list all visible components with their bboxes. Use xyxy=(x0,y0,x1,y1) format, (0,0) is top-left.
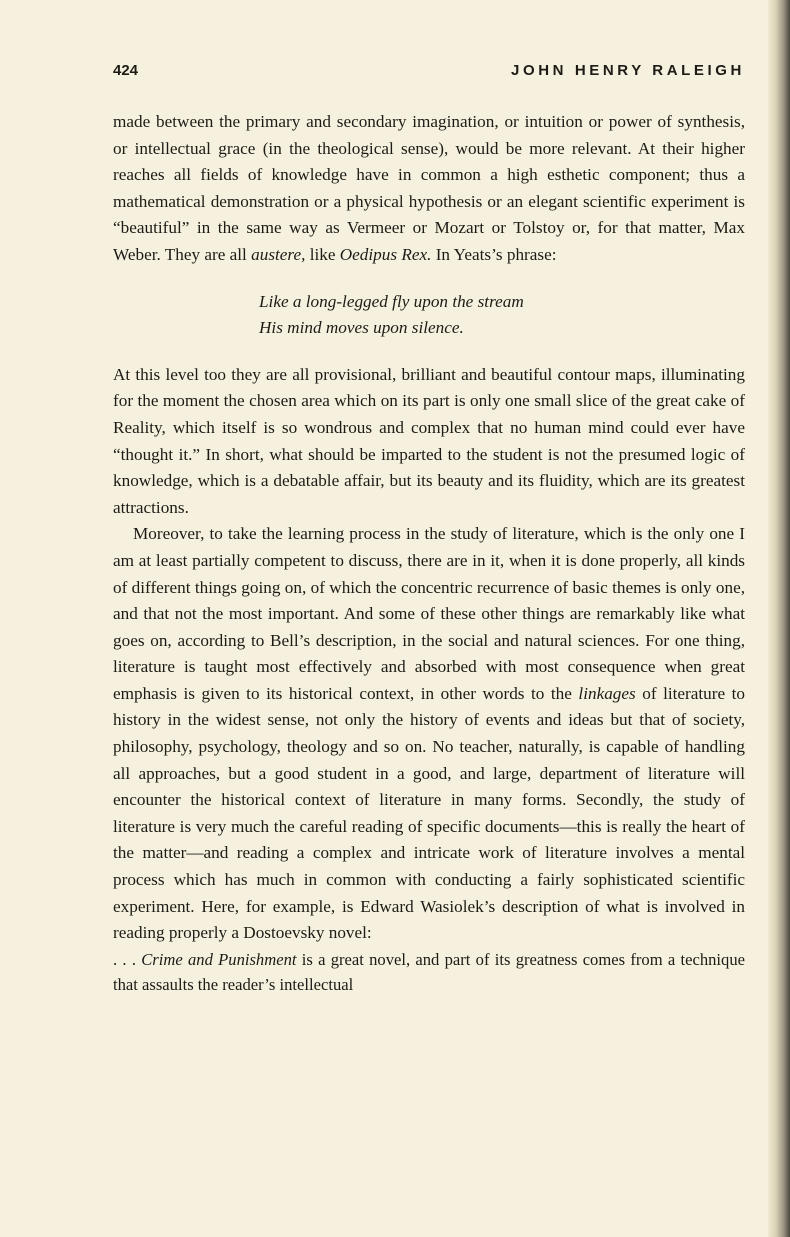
paragraph-1-text-3: In Yeats’s phrase: xyxy=(431,244,557,264)
quote-text: is a great novel, and part of its greatness comes from a technique that assaults the reader’s intellectual xyxy=(113,949,745,994)
paragraph-2: At this level too they are all provisional, brilliant and beautiful contour maps, illuminating for the moment the chosen area which on its part is only one small slice of the great cake of Reality, which itself is so wondrous and complex that no human mind could ever have “thought it.” In short, what should be imparted to the student is not the presumed logic of knowledge, which is a debatable affair, but its beauty and its fluidity, which are its greatest attractions. xyxy=(113,364,745,517)
verse-line-1: Like a long-legged fly upon the stream xyxy=(259,291,524,311)
title-crime-and-punishment: Crime and Punishment xyxy=(141,949,297,969)
paragraph-1-text-2: like xyxy=(305,244,340,264)
verse-line-2: His mind moves upon silence. xyxy=(259,318,464,338)
block-quote xyxy=(113,947,745,997)
page-header xyxy=(113,62,745,88)
verse-quote xyxy=(259,289,745,342)
emphasis-austere: austere, xyxy=(251,244,306,264)
paragraph-1-text: made between the primary and secondary imagination, or intuition or power of synthesis, or intellectual grace (in the theological sense), would be more relevant. At their higher reaches all fields of knowledge have in common a high esthetic component; thus a mathematical demonstration or a physical hypothesis or an elegant scientific experiment is “beautiful” in the same way as Vermeer or Mozart or Tolstoy or, for that matter, Max Weber. They are all xyxy=(113,112,745,264)
title-oedipus-rex: Oedipus Rex. xyxy=(339,244,432,264)
page-number: 424 xyxy=(113,62,139,79)
paragraph-3-text: Moreover, to take the learning process in the study of literature, which is the only one I am at least partially competent to discuss, there are in it, when it is done properly, all kinds of different things going on, of which the concentric recurrence of basic themes is only one, and that not the most important. And some of these other things are remarkably like what goes on, according to Bell’s description, in the social and natural sciences. For one thing, literature is taught most effectively and absorbed with most consequence when great emphasis is given to its historical context, in other words to the xyxy=(113,524,745,703)
paragraph-3-text-2: of literature to history in the widest sense, not only the history of events and ideas but that of society, philosophy, psychology, theology and so on. No teacher, naturally, is capable of handling all approaches, but a good student in a good, and large, department of literature will encounter the historical context of literature in many forms. Secondly, the study of literature is very much the careful reading of specific documents—this is really the heart of the matter—and reading a complex and intricate work of literature involves a mental process which has much in common with conducting a fairly sophisticated scientific experiment. Here, for example, is Edward Wasiolek’s description of what is involved in reading properly a Dostoevsky novel: xyxy=(113,683,745,943)
quote-ellipsis: . . . xyxy=(113,949,142,969)
paragraph-3 xyxy=(113,521,745,947)
body-text xyxy=(113,109,745,997)
emphasis-linkages: linkages xyxy=(578,683,636,703)
running-head: JOHN HENRY RALEIGH xyxy=(511,62,745,79)
paragraph-1 xyxy=(113,109,745,269)
book-spine-shadow xyxy=(768,0,790,1237)
